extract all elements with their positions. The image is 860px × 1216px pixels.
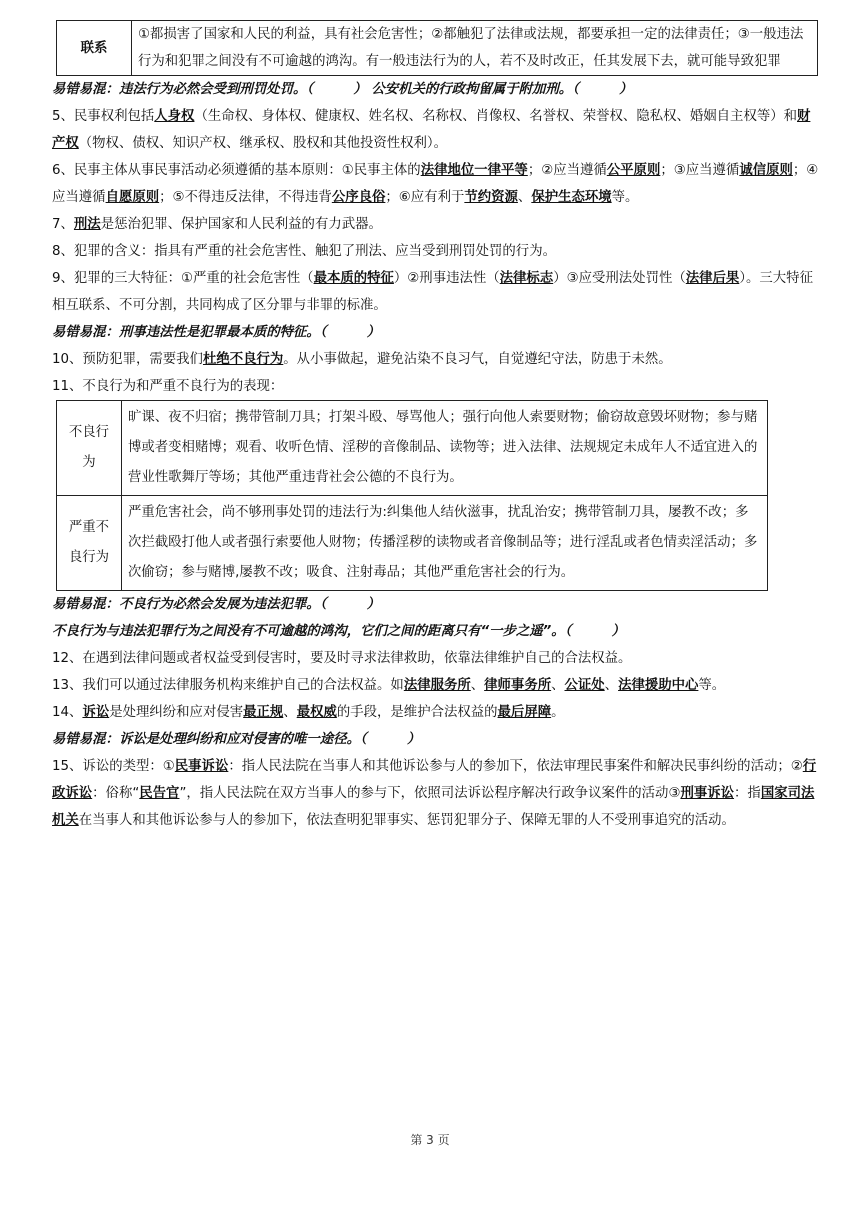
item-5-text: （生命权、身体权、健康权、姓名权、名称权、肖像权、名誉权、荣誉权、隐私权、婚姻自主权等）和 (194, 109, 798, 124)
key-term: 律师事务所 (484, 678, 552, 693)
item-6 (52, 157, 822, 211)
key-term: 国家司法机关 (52, 786, 815, 828)
item-9-text: ）③应受刑法处罚性（ (553, 271, 686, 286)
page-number: 第 3 页 (410, 1133, 450, 1147)
key-term: 保护生态环境 (531, 190, 612, 205)
item-6-text: 6、民事主体从事民事活动必须遵循的基本原则：①民事主体的 (52, 163, 421, 178)
key-term: 民事诉讼 (174, 759, 229, 774)
behavior-label: 不良行为 (57, 401, 122, 496)
table-row (57, 401, 768, 496)
item-15-text: ：指 (734, 786, 761, 801)
item-6-text: ；④应当遵循 (52, 163, 819, 205)
warning-note-1: 易错易混：违法行为必然会受到刑罚处罚。（ ） 公安机关的行政拘留属于附加刑。（ ） (52, 82, 633, 97)
key-term: 民告官 (139, 786, 180, 801)
key-term: 人身权 (154, 109, 195, 124)
item-15-text: ：指人民法院在当事人和其他诉讼参与人的参加下，依法审理民事案件和解决民事纠纷的活动；② (228, 759, 803, 774)
item-14-text: 、 (283, 705, 297, 720)
item-15-text: 在当事人和其他诉讼参与人的参加下，依法查明犯罪事实、惩罚犯罪分子、保障无罪的人不受刑事追究的活动。 (78, 813, 735, 828)
item-12: 12、在遇到法律问题或者权益受到侵害时，要及时寻求法律救助，依靠法律维护自己的合法权益。 (52, 651, 632, 666)
item-7-text: 是惩治犯罪、保护国家和人民利益的有力武器。 (100, 217, 382, 232)
item-9-text: 9、犯罪的三大特征：①严重的社会危害性（ (52, 271, 314, 286)
item-6-text: ；⑤不得违反法律，不得违背 (159, 190, 332, 205)
key-term: 杜绝不良行为 (202, 352, 284, 367)
key-term: 诚信原则 (739, 163, 793, 178)
key-term: 刑法 (73, 217, 101, 232)
item-14 (52, 699, 822, 726)
item-15-text: 15、诉讼的类型：① (52, 759, 175, 774)
key-term: 法律标志 (499, 271, 554, 286)
item-10-text: 。从小事做起，避免沾染不良习气，自觉遵纪守法，防患于未然。 (283, 352, 672, 367)
key-term: 最权威 (296, 705, 337, 720)
item-13-text: 等。 (698, 678, 726, 693)
key-term: 刑事诉讼 (680, 786, 735, 801)
item-14-text: 是处理纠纷和应对侵害 (109, 705, 244, 720)
key-term: 法律地位一律平等 (420, 163, 528, 178)
warning-note-3: 易错易混：不良行为必然会发展为违法犯罪。（ ） (52, 597, 381, 612)
item-7-text: 7、 (52, 217, 74, 232)
item-13-text: 13、我们可以通过法律服务机构来维护自己的合法权益。如 (52, 678, 404, 693)
warning-note-4: 不良行为与违法犯罪行为之间没有不可逾越的鸿沟，它们之间的距离只有“一步之遥”。（ ） (52, 624, 625, 639)
item-8: 8、犯罪的含义：指具有严重的社会危害性、触犯了刑法、应当受到刑罚处罚的行为。 (52, 244, 556, 259)
item-11: 11、不良行为和严重不良行为的表现： (52, 379, 284, 394)
key-term: 公证处 (564, 678, 605, 693)
key-term: 最后屏障 (497, 705, 552, 720)
table-row (57, 496, 768, 591)
relation-label: 联系 (57, 21, 132, 76)
item-14-text: 14、 (52, 705, 83, 720)
key-term: 节约资源 (464, 190, 518, 205)
key-term: 法律援助中心 (618, 678, 699, 693)
item-5-text: （物权、债权、知识产权、继承权、股权和其他投资性权利）。 (78, 136, 448, 151)
item-6-text: ；③应当遵循 (660, 163, 740, 178)
item-9-text: ）。三大特征相互联系、不可分割，共同构成了区分罪与非罪的标准。 (52, 271, 813, 313)
item-13-text: 、 (551, 678, 565, 693)
item-5-text: 5、民事权利包括 (52, 109, 155, 124)
item-15 (52, 753, 822, 834)
item-6-text: 等。 (611, 190, 639, 205)
item-6-text: ；⑥应有利于 (385, 190, 465, 205)
key-term: 最本质的特征 (313, 271, 394, 286)
behavior-text: 严重危害社会，尚不够刑事处罚的违法行为:纠集他人结伙滋事，扰乱治安；携带管制刀具，屡教不改；多次拦截殴打他人或者强行索要他人财物；传播淫秽的读物或者音像制品等；进行淫乱或者色情卖淫活动；多次偷窃；参与赌博,屡教不改；吸食、注射毒品；其他严重危害社会的行为。 (122, 496, 768, 591)
item-14-text: 。 (551, 705, 565, 720)
item-5 (52, 103, 822, 157)
warning-note-2: 易错易混：刑事违法性是犯罪最本质的特征。（ ） (52, 325, 381, 340)
relation-table (56, 20, 818, 76)
warning-note-5: 易错易混：诉讼是处理纠纷和应对侵害的唯一途径。（ ） (52, 732, 421, 747)
key-term: 财产权 (52, 109, 811, 151)
key-term: 行政诉讼 (52, 759, 817, 801)
item-10-text: 10、预防犯罪，需要我们 (52, 352, 203, 367)
key-term: 诉讼 (82, 705, 110, 720)
behavior-text: 旷课、夜不归宿；携带管制刀具；打架斗殴、辱骂他人；强行向他人索要财物；偷窃故意毁坏财物；参与赌博或者变相赌博；观看、收听色情、淫秽的音像制品、读物等；进入法律、法规规定未成年人不适宜进入的营业性歌舞厅等场；其他严重违背社会公德的不良行为。 (122, 401, 768, 496)
item-6-text: 、 (517, 190, 532, 205)
key-term: 法律服务所 (403, 678, 471, 693)
item-6-text: ；②应当遵循 (527, 163, 607, 178)
behavior-table (56, 400, 768, 591)
item-13-text: 、 (604, 678, 619, 693)
key-term: 公平原则 (606, 163, 661, 178)
item-9 (52, 265, 822, 319)
item-10 (52, 346, 822, 373)
item-7 (52, 211, 822, 238)
key-term: 公序良俗 (331, 190, 386, 205)
document-page (52, 0, 822, 834)
key-term: 法律后果 (685, 271, 740, 286)
behavior-label: 严重不良行为 (57, 496, 122, 591)
key-term: 最正规 (243, 705, 284, 720)
item-13-text: 、 (470, 678, 485, 693)
item-15-text: ”，指人民法院在双方当事人的参与下，依照司法诉讼程序解决行政争议案件的活动③ (179, 786, 681, 801)
item-13 (52, 672, 822, 699)
item-14-text: 的手段，是维护合法权益的 (336, 705, 498, 720)
item-9-text: ）②刑事违法性（ (393, 271, 500, 286)
table-row (57, 21, 818, 76)
key-term: 自愿原则 (105, 190, 160, 205)
relation-text: ①都损害了国家和人民的利益，具有社会危害性；②都触犯了法律或法规，都要承担一定的法律责任；③一般违法行为和犯罪之间没有不可逾越的鸿沟。有一般违法行为的人，若不及时改正，任其发展下去，就可能导致犯罪 (132, 21, 818, 76)
item-15-text: ：俗称“ (92, 786, 140, 801)
